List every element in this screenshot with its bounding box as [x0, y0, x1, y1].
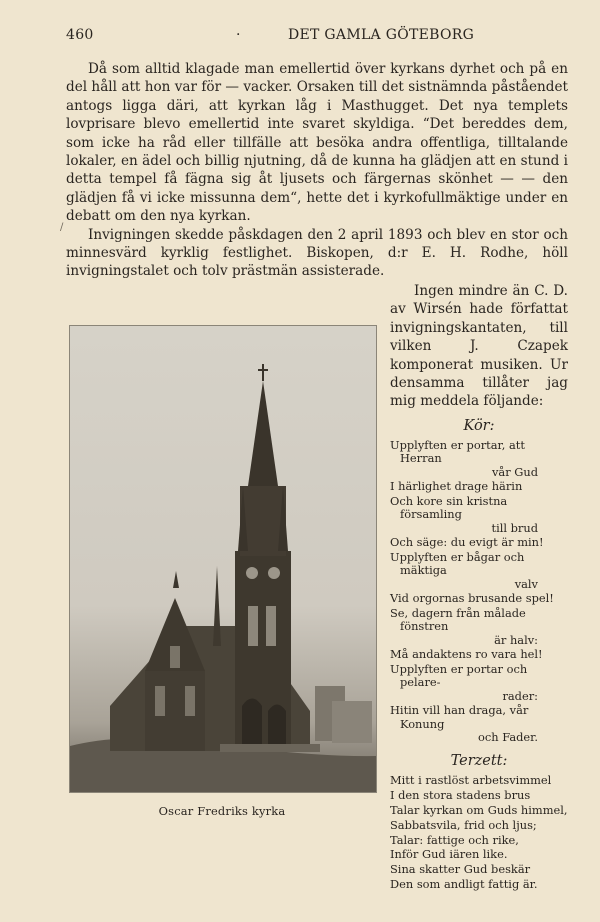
trio-line: Den som andligt fattig är. — [390, 877, 538, 892]
choir-line-text: I härlighet drage härin — [390, 479, 523, 494]
running-title: DET GAMLA GÖTEBORG — [288, 27, 475, 43]
trio-line: Talar kyrkan om Guds himmel, — [390, 803, 568, 818]
choir-line — [390, 439, 568, 479]
figure-caption: Oscar Fredriks kyrka — [158, 804, 286, 818]
trio-line: Talar: fattige och rike, — [390, 832, 519, 847]
paragraph-2: Invigningen skedde påskdagen den 2 april 1893 och blev en stor och minnesvärd kyrklig festlighet. Biskopen, d:r E. H. Rodhe, höll invigningstalet och tolv prästmän assisterade. — [66, 226, 568, 280]
choir-line-text: Upplyften er bågar och mäktiga — [390, 550, 525, 578]
page-number: 460 — [66, 27, 94, 43]
trio-heading: Terzett: — [450, 753, 508, 770]
choir-line-continuation: rader: — [502, 688, 538, 703]
header-separator: · — [236, 27, 241, 43]
choir-verse — [390, 439, 568, 744]
main-text — [66, 60, 568, 281]
trio-verse — [390, 774, 568, 891]
choir-line-text: Upplyften er portar och pelare- — [390, 662, 528, 690]
trio-line: I den stora stadens brus — [390, 788, 531, 803]
trio-line: Inför Gud iären like. — [390, 847, 508, 862]
trio-line: Sina skatter Gud beskär — [390, 862, 531, 877]
choir-line — [390, 704, 568, 744]
choir-line-text: Vid orgornas brusande spel! — [390, 591, 554, 606]
church-photograph — [69, 325, 377, 793]
choir-line-text: Och säge: du evigt är min! — [390, 535, 544, 550]
choir-line — [390, 607, 568, 647]
cantata-intro: Ingen mindre än C. D. av Wirsén hade författat invigningskantaten, till vilken J. Czapek komponerat musiken. Ur densamma tillåter jag mig meddela följande: — [390, 283, 568, 410]
choir-heading: Kör: — [463, 417, 495, 434]
margin-mark: / — [60, 222, 64, 233]
choir-line-text: Hitin vill han draga, vår Konung — [390, 703, 529, 731]
choir-line-text: Och kore sin kristna församling — [390, 494, 508, 522]
choir-line — [390, 495, 568, 535]
choir-line — [390, 663, 568, 703]
choir-line-text: Se, dagern från målade fönstren — [390, 606, 526, 634]
paragraph-1: Då som alltid klagade man emellertid över kyrkans dyrhet och på en del håll att hon var för — vacker. Orsaken till det sistnämnda påståendet antogs ligga däri, att kyrkan låg i Masthugget. Det nya templets lovprisare blevo emellertid inte svaret skyldiga. “Det bereddes dem, som icke ha råd eller tillfälle att besöka andra offentliga, tilltalande lokaler, en ädel och billig njutning, då de kunna ha glädjen att en stund i detta tempel få fägna sig åt ljusets och färgernas skönhet — — den glädjen få vi icke missunna dem“, hette det i kyrkofullmäktige under en debatt om den nya kyrkan. — [66, 61, 568, 225]
choir-line — [390, 551, 568, 591]
choir-line — [390, 536, 568, 549]
choir-line-text: Må andaktens ro vara hel! — [390, 647, 543, 662]
choir-line-text: Upplyften er portar, att Herran — [390, 438, 525, 466]
right-column — [390, 282, 568, 893]
choir-line-continuation: till brud — [491, 520, 538, 535]
trio-line: Mitt i rastlöst arbetsvimmel — [390, 773, 552, 788]
choir-line-continuation: valv — [514, 576, 538, 591]
trio-line: Sabbatsvila, frid och ljus; — [390, 817, 537, 832]
choir-line-continuation: vår Gud — [491, 464, 538, 479]
running-header — [66, 27, 566, 47]
choir-line — [390, 592, 568, 605]
choir-line-continuation: är halv: — [494, 632, 538, 647]
choir-line — [390, 480, 568, 493]
choir-line-continuation: och Fader. — [478, 729, 538, 744]
choir-line — [390, 648, 568, 661]
church-illustration — [70, 326, 376, 792]
